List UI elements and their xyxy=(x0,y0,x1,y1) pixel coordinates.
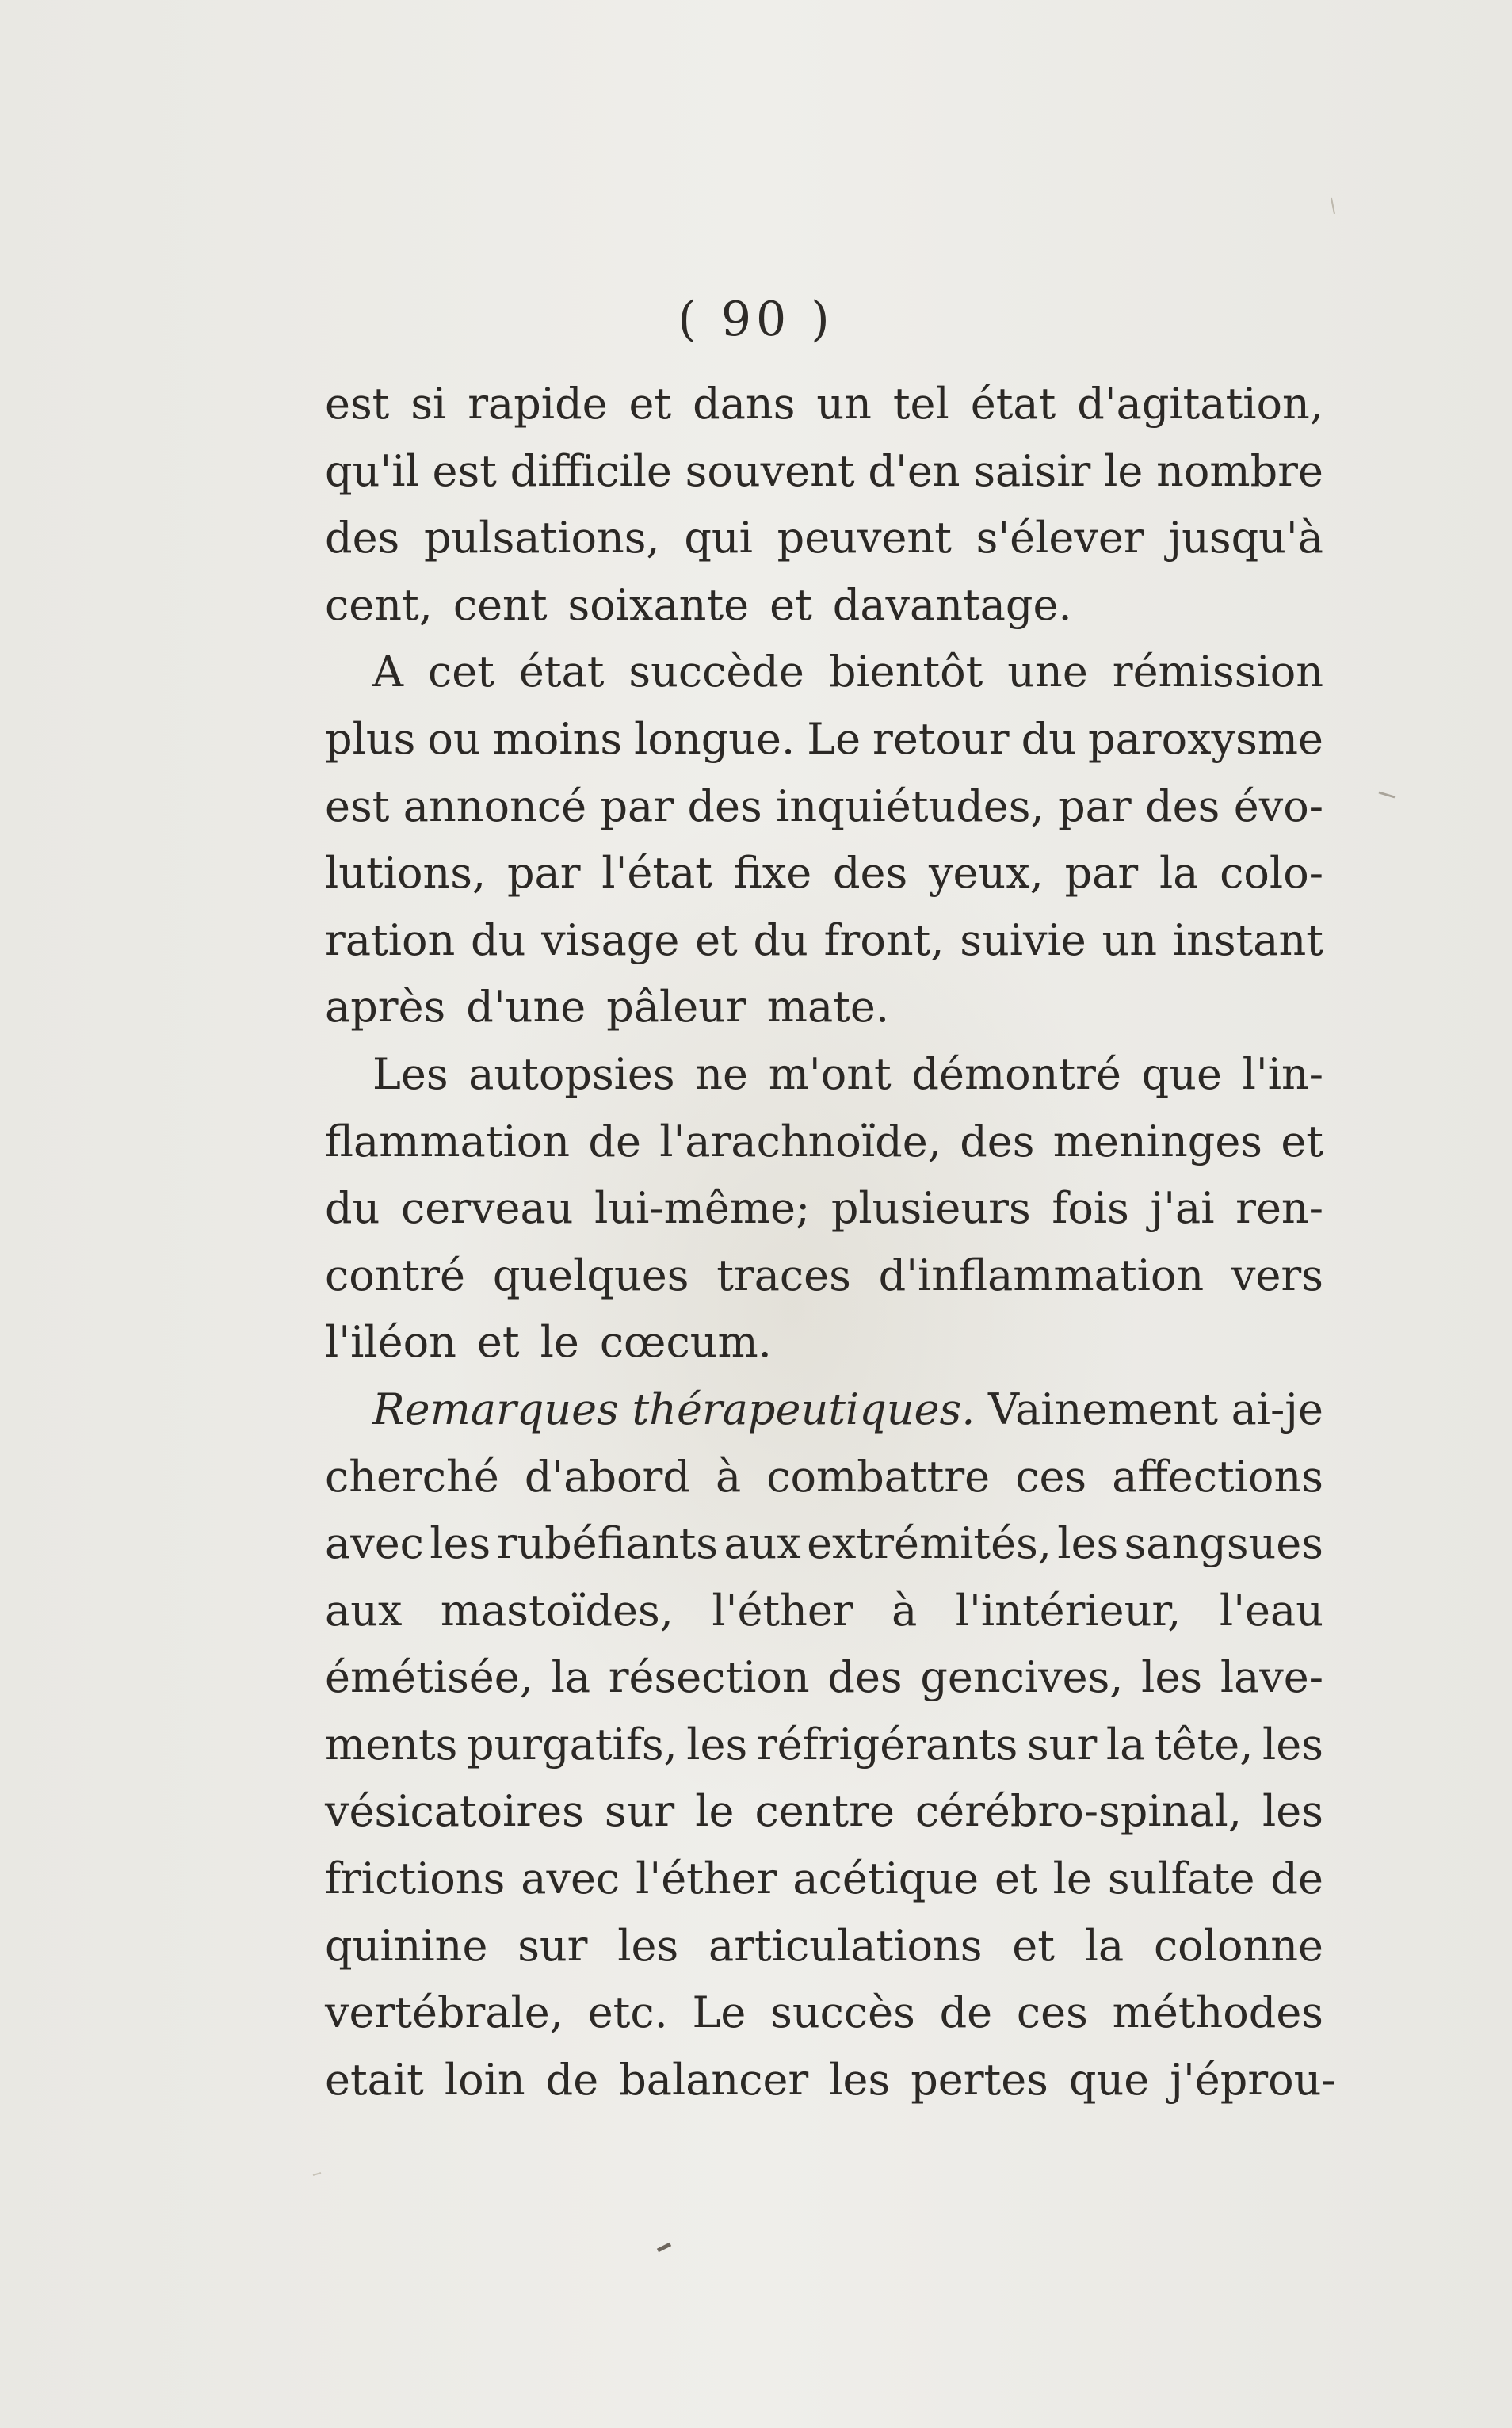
text-line: A cet état succède bientôt une rémission xyxy=(372,647,1323,697)
text-line: du cerveau lui-même; plusieurs fois j'ai ren- xyxy=(325,1183,1323,1234)
text-line: Les autopsies ne m'ont démontré que l'in- xyxy=(372,1048,1323,1099)
text-line: lutions, par l'état fixe des yeux, par la colo- xyxy=(325,848,1323,899)
text-line: l'iléon et le cœcum. xyxy=(325,1317,772,1368)
paper-speck xyxy=(658,2244,670,2250)
text-line: aux mastoïdes, l'éther à l'intérieur, l'eau xyxy=(325,1585,1323,1636)
text-line: ration du visage et du front, suivie un instant xyxy=(325,914,1323,965)
paper-speck xyxy=(1331,198,1334,214)
text-line: plus ou moins longue. Le retour du paroxysme xyxy=(325,713,1323,764)
text-line: contré quelques traces d'inflammation vers xyxy=(325,1250,1323,1300)
text-line: est annoncé par des inquiétudes, par des évo- xyxy=(325,781,1323,831)
text-line: qu'il est difficile souvent d'en saisir le nombre xyxy=(325,445,1323,496)
text-line: cent, cent soixante et davantage. xyxy=(325,579,1072,630)
text-line: émétisée, la résection des gencives, les lave- xyxy=(325,1652,1323,1703)
text-line: cherché d'abord à combattre ces affections xyxy=(325,1451,1323,1502)
text-line: des pulsations, qui peuvent s'élever jusqu'à xyxy=(325,513,1323,563)
page-number: ( 90 ) xyxy=(678,292,834,347)
text-line: Remarques thérapeutiques. Vainement ai-je xyxy=(372,1384,1323,1434)
paper-speck xyxy=(313,2173,321,2175)
text-line: vertébrale, etc. Le succès de ces méthodes xyxy=(325,1987,1323,2038)
text-line: ments purgatifs, les réfrigérants sur la tête, les xyxy=(325,1719,1323,1769)
text-line: quinine sur les articulations et la colonne xyxy=(325,1920,1323,1971)
text-line: etait loin de balancer les pertes que j'éprou- xyxy=(325,2054,1336,2105)
text-line: est si rapide et dans un tel état d'agitation, xyxy=(325,379,1323,429)
text-line: frictions avec l'éther acétique et le sulfate de xyxy=(325,1853,1323,1904)
text-line: vésicatoires sur le centre cérébro-spinal, les xyxy=(325,1786,1323,1837)
text-line: flammation de l'arachnoïde, des meninges et xyxy=(325,1116,1323,1166)
paper-speck xyxy=(1379,792,1395,797)
text-line: après d'une pâleur mate. xyxy=(325,982,890,1033)
text-line: avec les rubéfiants aux extrémités, les sangsues xyxy=(325,1518,1323,1569)
